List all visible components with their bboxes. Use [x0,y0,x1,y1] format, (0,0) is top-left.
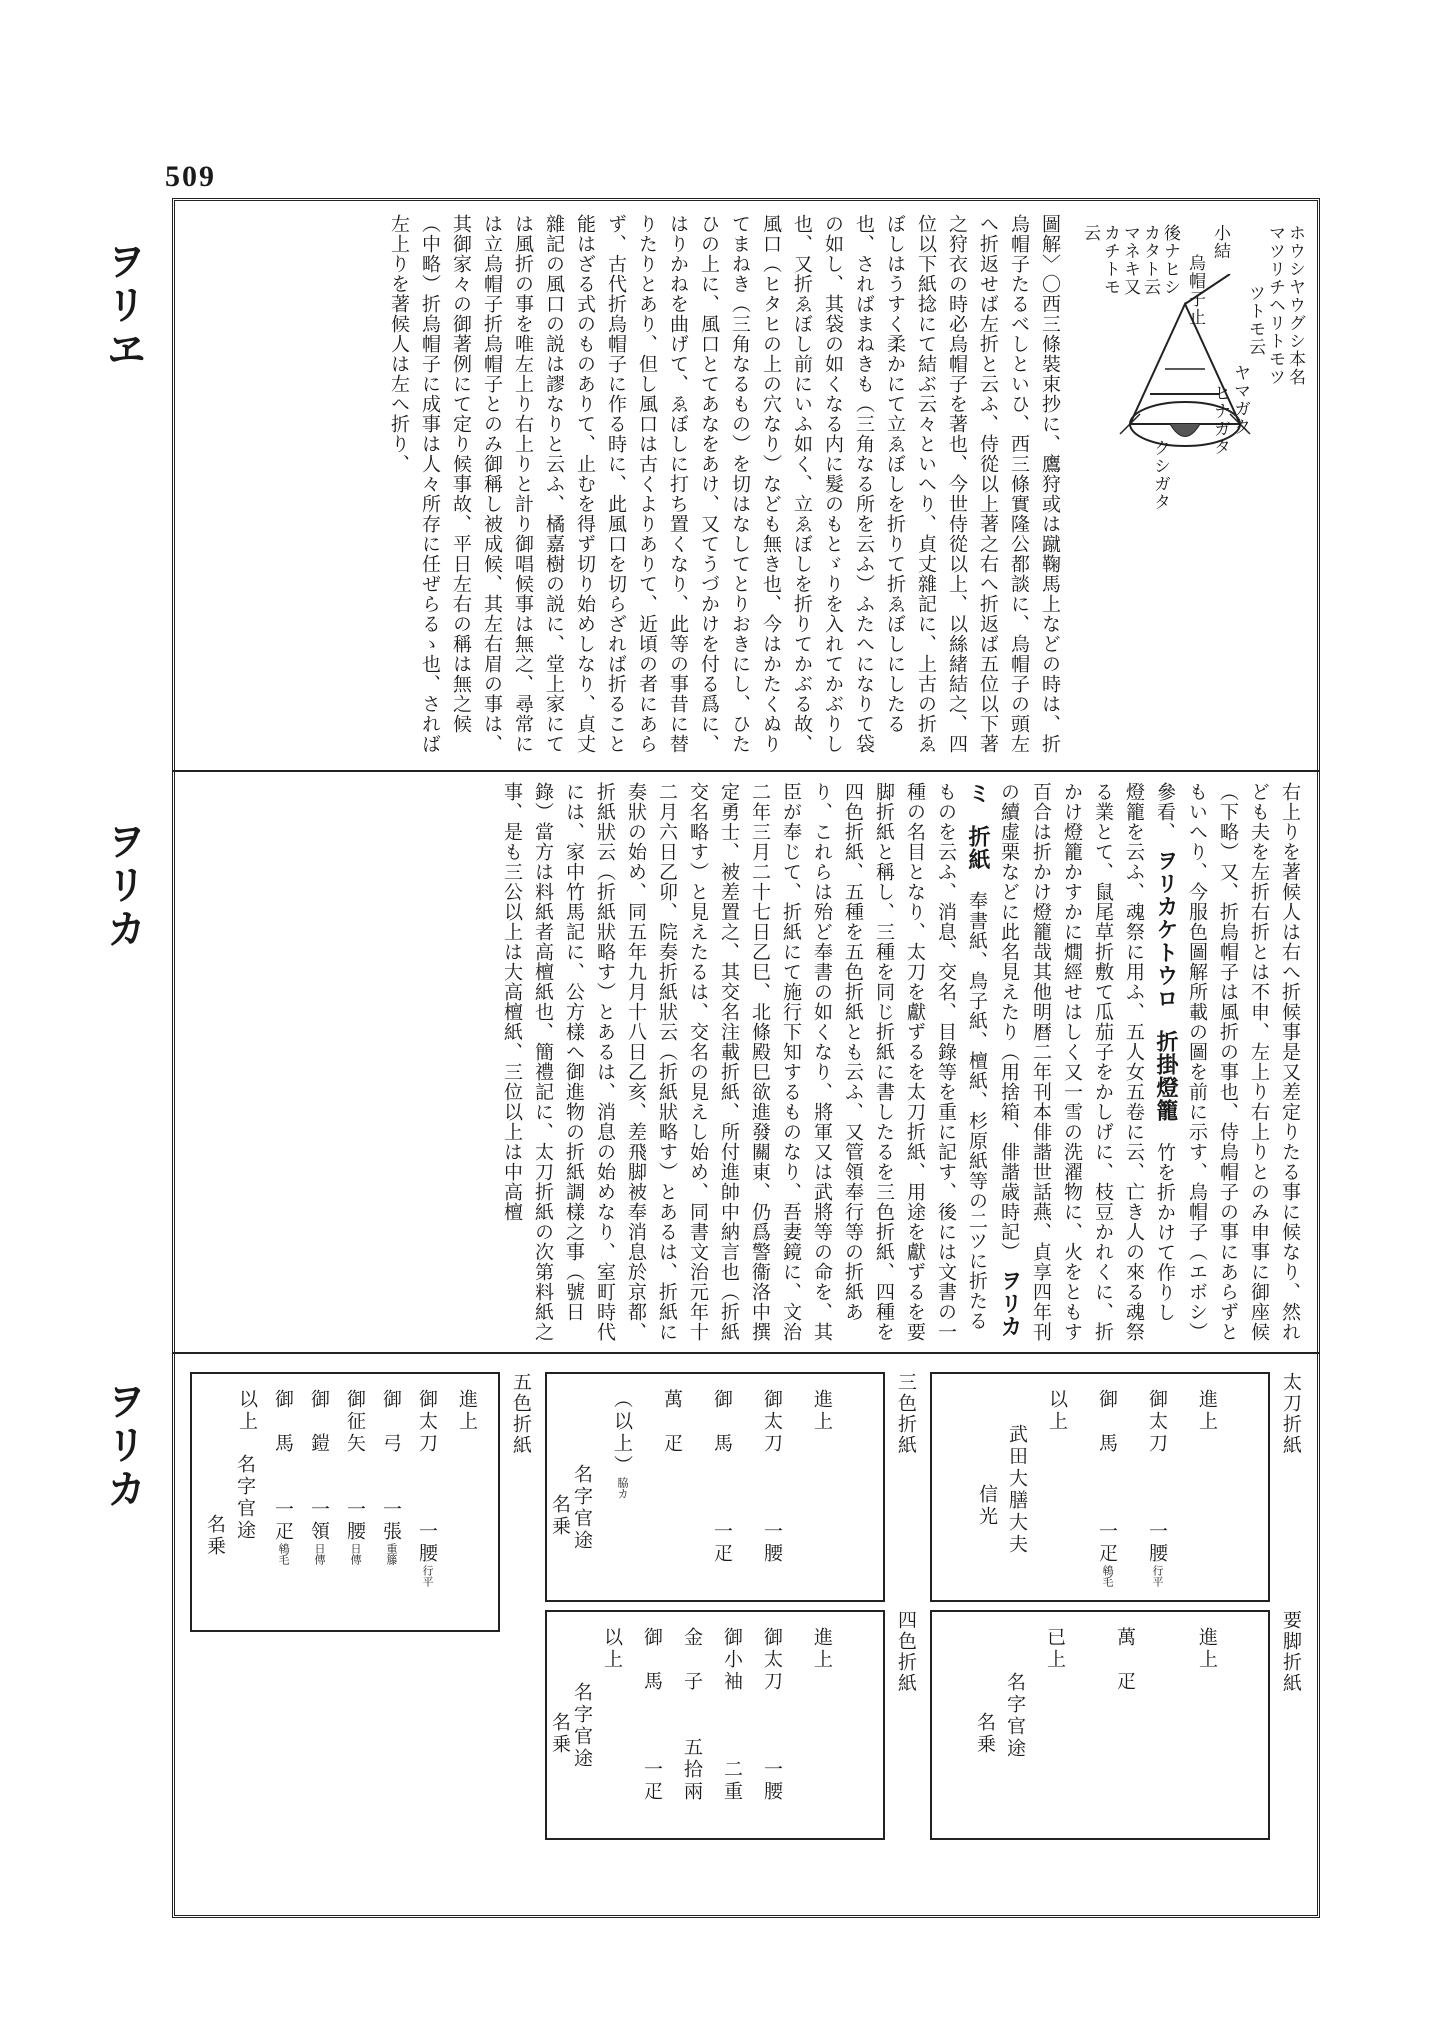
form-sanshoku-origami [545,1372,885,1602]
headword-wori-ka-1: ヲリカ [100,820,146,952]
goshoku-sign-2: 名乗 [204,1514,226,1558]
shishoku-sign-2: 名乗 [549,1712,571,1756]
form-label-shishoku: 四色折紙 [895,1610,917,1694]
tachi-sign-2: 信光 [976,1484,998,1528]
tachi-line-2: 御 馬 一疋鴾毛 [1096,1389,1118,1587]
form-shishoku-origami [545,1610,885,1840]
label-left-5: 云 [1080,224,1100,242]
entry-origami-heading: ヲリカミ [965,782,1022,1339]
shishoku-line-4: 御 馬 一疋 [641,1627,663,1803]
goshoku-ijo: 以上 [236,1389,258,1433]
sanshoku-sign-2: 名乗 [549,1494,571,1538]
page-number: 509 [165,160,216,193]
shishoku-line-2: 御小袖 二重 [721,1627,743,1803]
tachi-ijo: 以上 [1046,1389,1068,1433]
tachi-sign-1: 武田大膳大夫 [1006,1424,1028,1556]
form-label-yokyaku: 要脚折紙 [1280,1610,1302,1694]
entry-origami-text: 奉書紙、鳥子紙、檀紙、杉原紙等の二ツに折たるものを云ふ、消息、交名、目錄等を重に記す、後には文書の一種の名目となり、太刀を獻ずるを太刀折紙、用途を獻ずるを要脚折紙と稱し、三種を同じ折紙に書したるを三色折紙、四種を四色折紙、五種を五色折紙とも云ふ、又管領奉行等の折紙あり、これらは殆ど奉書の如くなり、將軍又は武將等の命を、其臣が奉じて、折紙にて施行下知するものなり、吾妻鏡に、文治二年三月二十七日乙巳、北條殿巳欲進發關東、仍爲警衞洛中撰定勇士、被差置之、其交名注載折紙、所付進帥中納言也（折紙交名略す）と見えたるは、交名の見えし始め、同書文治元年十二月六日乙卯、院奏折紙狀云（折紙狀略す）とあるは、折紙に奏狀の始め、同五年九月十八日乙亥、差飛脚被奉消息於京都、折紙狀云（折紙狀略す）とあるは、消息の始めなり、室町時代には、家中竹馬記に、公方樣へ御進物の折紙調樣之事（號日錄）當方は料紙者高檀紙也、簡禮記に、太刀折紙の次第料紙之事、是も三公以上は大高檀紙、三位以上は中高檀 [501,782,988,1342]
form-label-sanshoku: 三色折紙 [895,1372,917,1456]
yokyaku-shinjo: 進上 [1196,1627,1218,1671]
label-kokechi: 小結 [1210,224,1230,260]
sanshoku-line-3: 萬 疋 [661,1389,683,1455]
label-left-2: カタト云 [1140,224,1160,296]
section-divider-2 [172,1352,1320,1354]
yokyaku-sign-2: 名乗 [974,1712,996,1756]
sanshoku-shinjo: 進上 [811,1389,833,1433]
goshoku-line-5: 御 馬 一疋鴾毛 [272,1389,294,1565]
form-label-goshoku: 五色折紙 [510,1372,532,1456]
goshoku-line-3: 御征矢 一腰日傳 [344,1389,366,1565]
label-kushigata: クシガタ [1150,439,1170,511]
yokyaku-sign: 名字官途 [1004,1672,1026,1760]
entry-orikake-toro-text: 竹を折かけて作りし燈籠を云ふ、魂祭に用ふ、五人女五卷に云、亡き人の來る魂祭る業とて、鼠尾草折敷て瓜茄子をかしげに、枝豆かれくに、折かけ燈籠かすかに燗經せはしく又一雪の洗濯物に、火をともす百合は折かけ燈籠哉其他明暦二年刊本俳諧世話燕、貞享四年刊の續虚栗などに此名見えたり（用捨箱、俳諧歳時記） [998,782,1176,1342]
form-tachi-origami [930,1372,1270,1602]
label-left-4: カチトモ [1100,224,1120,296]
goshoku-shinjo: 進上 [456,1389,478,1433]
label-maneki: マツリチヘリトモツ [1265,224,1285,386]
headword-wori-e: ヲリヱ [100,240,146,372]
continued-text: 右上りを著候人は右へ折候事是又差定りたる事に候なり、然れども夫を左折右折とは不申、左上り右上りとのみ申事に御座候（下略）又、折烏帽子は風折の事也、侍烏帽子の事にあらずともいへり、今服色圖解所載の圖を前に示す、烏帽子（エボシ）參看、 [1154,782,1301,1342]
goshoku-line-1: 御太刀 一腰行平 [416,1389,438,1587]
shishoku-shinjo: 進上 [811,1627,833,1671]
entry-origami-kanji: 折紙 [965,825,990,871]
goshoku-line-4: 御 鎧 一領日傳 [308,1389,330,1565]
shishoku-line-3: 金 子 五拾兩 [681,1627,703,1803]
shishoku-ijo: 以上 [601,1627,623,1671]
sanshoku-ijo: （以上）脇カ [611,1389,633,1499]
entry-orikake-toro-kanji: 折掛燈籠 [1153,1030,1178,1123]
goshoku-sign: 名字官途 [234,1454,256,1542]
label-yamagata: ヤマガタ [1230,364,1250,436]
shishoku-line-1: 御太刀 一腰 [761,1627,783,1803]
section-divider-1 [172,770,1320,772]
sanshoku-line-1: 御太刀 一腰 [761,1389,783,1565]
label-hoshi: ホウシヤウグシ本名 [1285,224,1305,386]
form-goshoku-origami [190,1372,500,1632]
label-tsutomo: ツトモ云 [1245,284,1265,356]
label-eboshi-dome: 烏帽子止 [1185,254,1205,326]
tachi-line-1: 御太刀 一腰行平 [1146,1389,1168,1587]
goshoku-line-2: 御 弓 一張重籐 [380,1389,402,1565]
yokyaku-line-1: 萬 疋 [1114,1627,1136,1693]
eboshi-illustration [1070,214,1310,754]
sanshoku-sign: 名字官途 [571,1464,593,1552]
entry-orikake-toro-heading: ヲリカケトウロ [1153,849,1178,1011]
label-left-1: 後ナヒシ [1160,224,1180,296]
middle-body-text [185,782,1305,1342]
headword-wori-ka-2: ヲリカ [100,1380,146,1512]
form-yokyaku-origami [930,1610,1270,1840]
form-label-tachi: 太刀折紙 [1280,1372,1302,1456]
upper-body-text: 圖解〉〇西三條裝束抄に、鷹狩或は蹴鞠馬上などの時は、折烏帽子たるべしといひ、西三條實隆公都談に、烏帽子の頭左へ折返せば左折と云ふ、侍從以上著之右へ折返ば五位以下著之狩衣の時必烏帽子を著也、今世侍從以上、以絲緒結之、四位以下紙捻にて結ぶ云々といへり、貞丈雜記に、上古の折ゑぼしはうすく柔かにて立ゑぼしを折りて折ゑぼしにしたる也、さればまねきも（三角なる所を云ふ）ふたへになりて袋の如し、其袋の如くなる内に髮のもとゞりを入れてかぶりし也、又折ゑぼし前にいふ如く、立ゑぼしを折りてかぶる故、風口（ヒタヒの上の穴なり）なども無き也、今はかたくぬりてまねき（三角なるもの）を切はなしてとりおきにし、ひたひの上に、風口とてあなをあけ、又てうづかけを付る爲に、はりかねを曲げて、ゑぼしに打ち置くなり、此等の事昔に替りたりとあり、但し風口は古くよりありて、近頃の者にあらず、古代折烏帽子に作る時に、此風口を切らざれば折ること能はざる式のものありて、止むを得ず切り始めしなり、貞丈雜記の風口の説は謬なりと云ふ、橘嘉樹の説に、堂上家にては風折の事を唯左上り右上りと計り御唱候事は無之、尋常には立烏帽子折烏帽子とのみ御稱し被成候、其左右眉の事は、其御家々の御著例にて定り候事故、平日左右の稱は無之候（中略）折烏帽子に成事は人々所存に任ぜらるゝ也、されば左上りを著候人は左へ折り、 [388,214,1061,754]
shishoku-sign: 名字官途 [571,1682,593,1770]
yokyaku-ijo: 已上 [1044,1627,1066,1671]
sanshoku-line-2: 御 馬 一疋 [711,1389,733,1565]
label-hinagata: ヒナガタ [1210,384,1230,456]
tachi-shinjo: 進上 [1196,1389,1218,1433]
label-left-3: マネキ又 [1120,224,1140,296]
